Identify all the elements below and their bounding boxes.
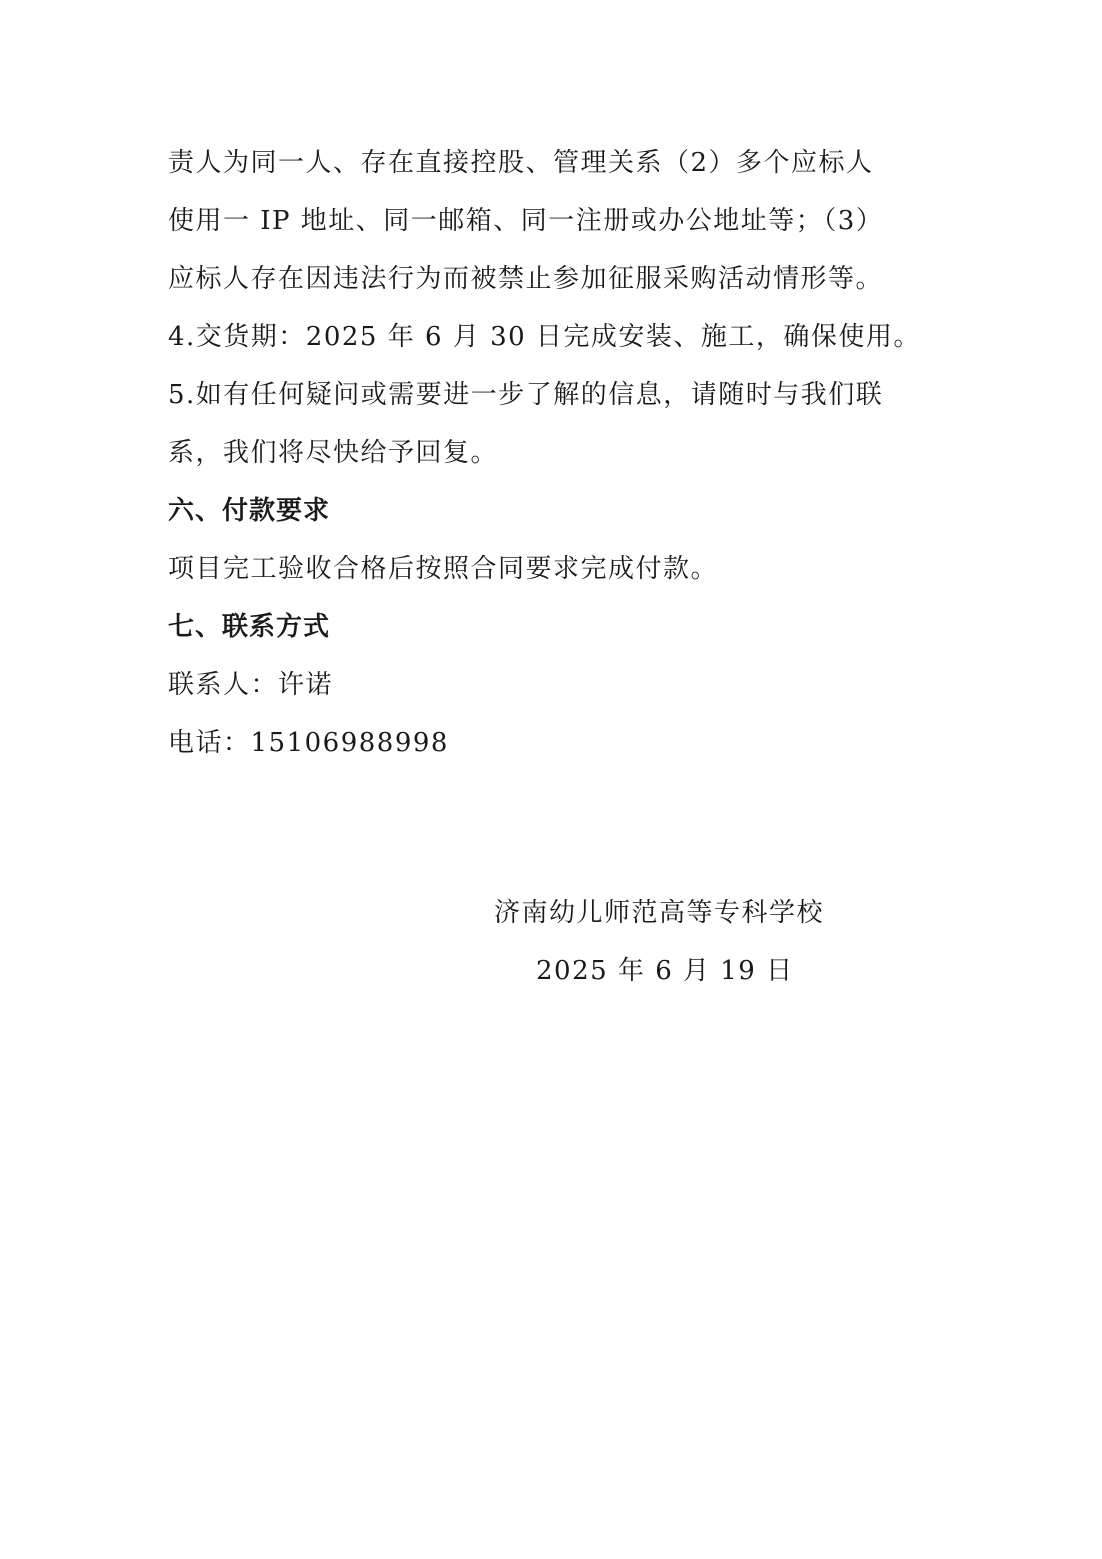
paragraph-line: 使用一 IP 地址、同一邮箱、同一注册或办公地址等；（3） <box>168 206 884 236</box>
contact-person: 联系人：许诺 <box>168 670 334 700</box>
inquiry-item-line: 系，我们将尽快给予回复。 <box>168 438 499 468</box>
signature-date: 2025 年 6 月 19 日 <box>536 956 794 986</box>
signature-organization: 济南幼儿师范高等专科学校 <box>494 898 825 928</box>
paragraph-line: 责人为同一人、存在直接控股、管理关系（2）多个应标人 <box>168 148 874 178</box>
contact-heading: 七、联系方式 <box>168 612 331 642</box>
contact-phone: 电话：15106988998 <box>168 728 449 758</box>
document-body <box>168 134 938 772</box>
payment-text: 项目完工验收合格后按照合同要求完成付款。 <box>168 554 719 584</box>
paragraph-line: 应标人存在因违法行为而被禁止参加征服采购活动情形等。 <box>168 264 884 294</box>
inquiry-item-line: 5.如有任何疑问或需要进一步了解的信息，请随时与我们联 <box>168 380 884 410</box>
delivery-item: 4.交货期：2025 年 6 月 30 日完成安装、施工，确保使用。 <box>168 322 921 352</box>
payment-heading: 六、付款要求 <box>168 496 331 526</box>
